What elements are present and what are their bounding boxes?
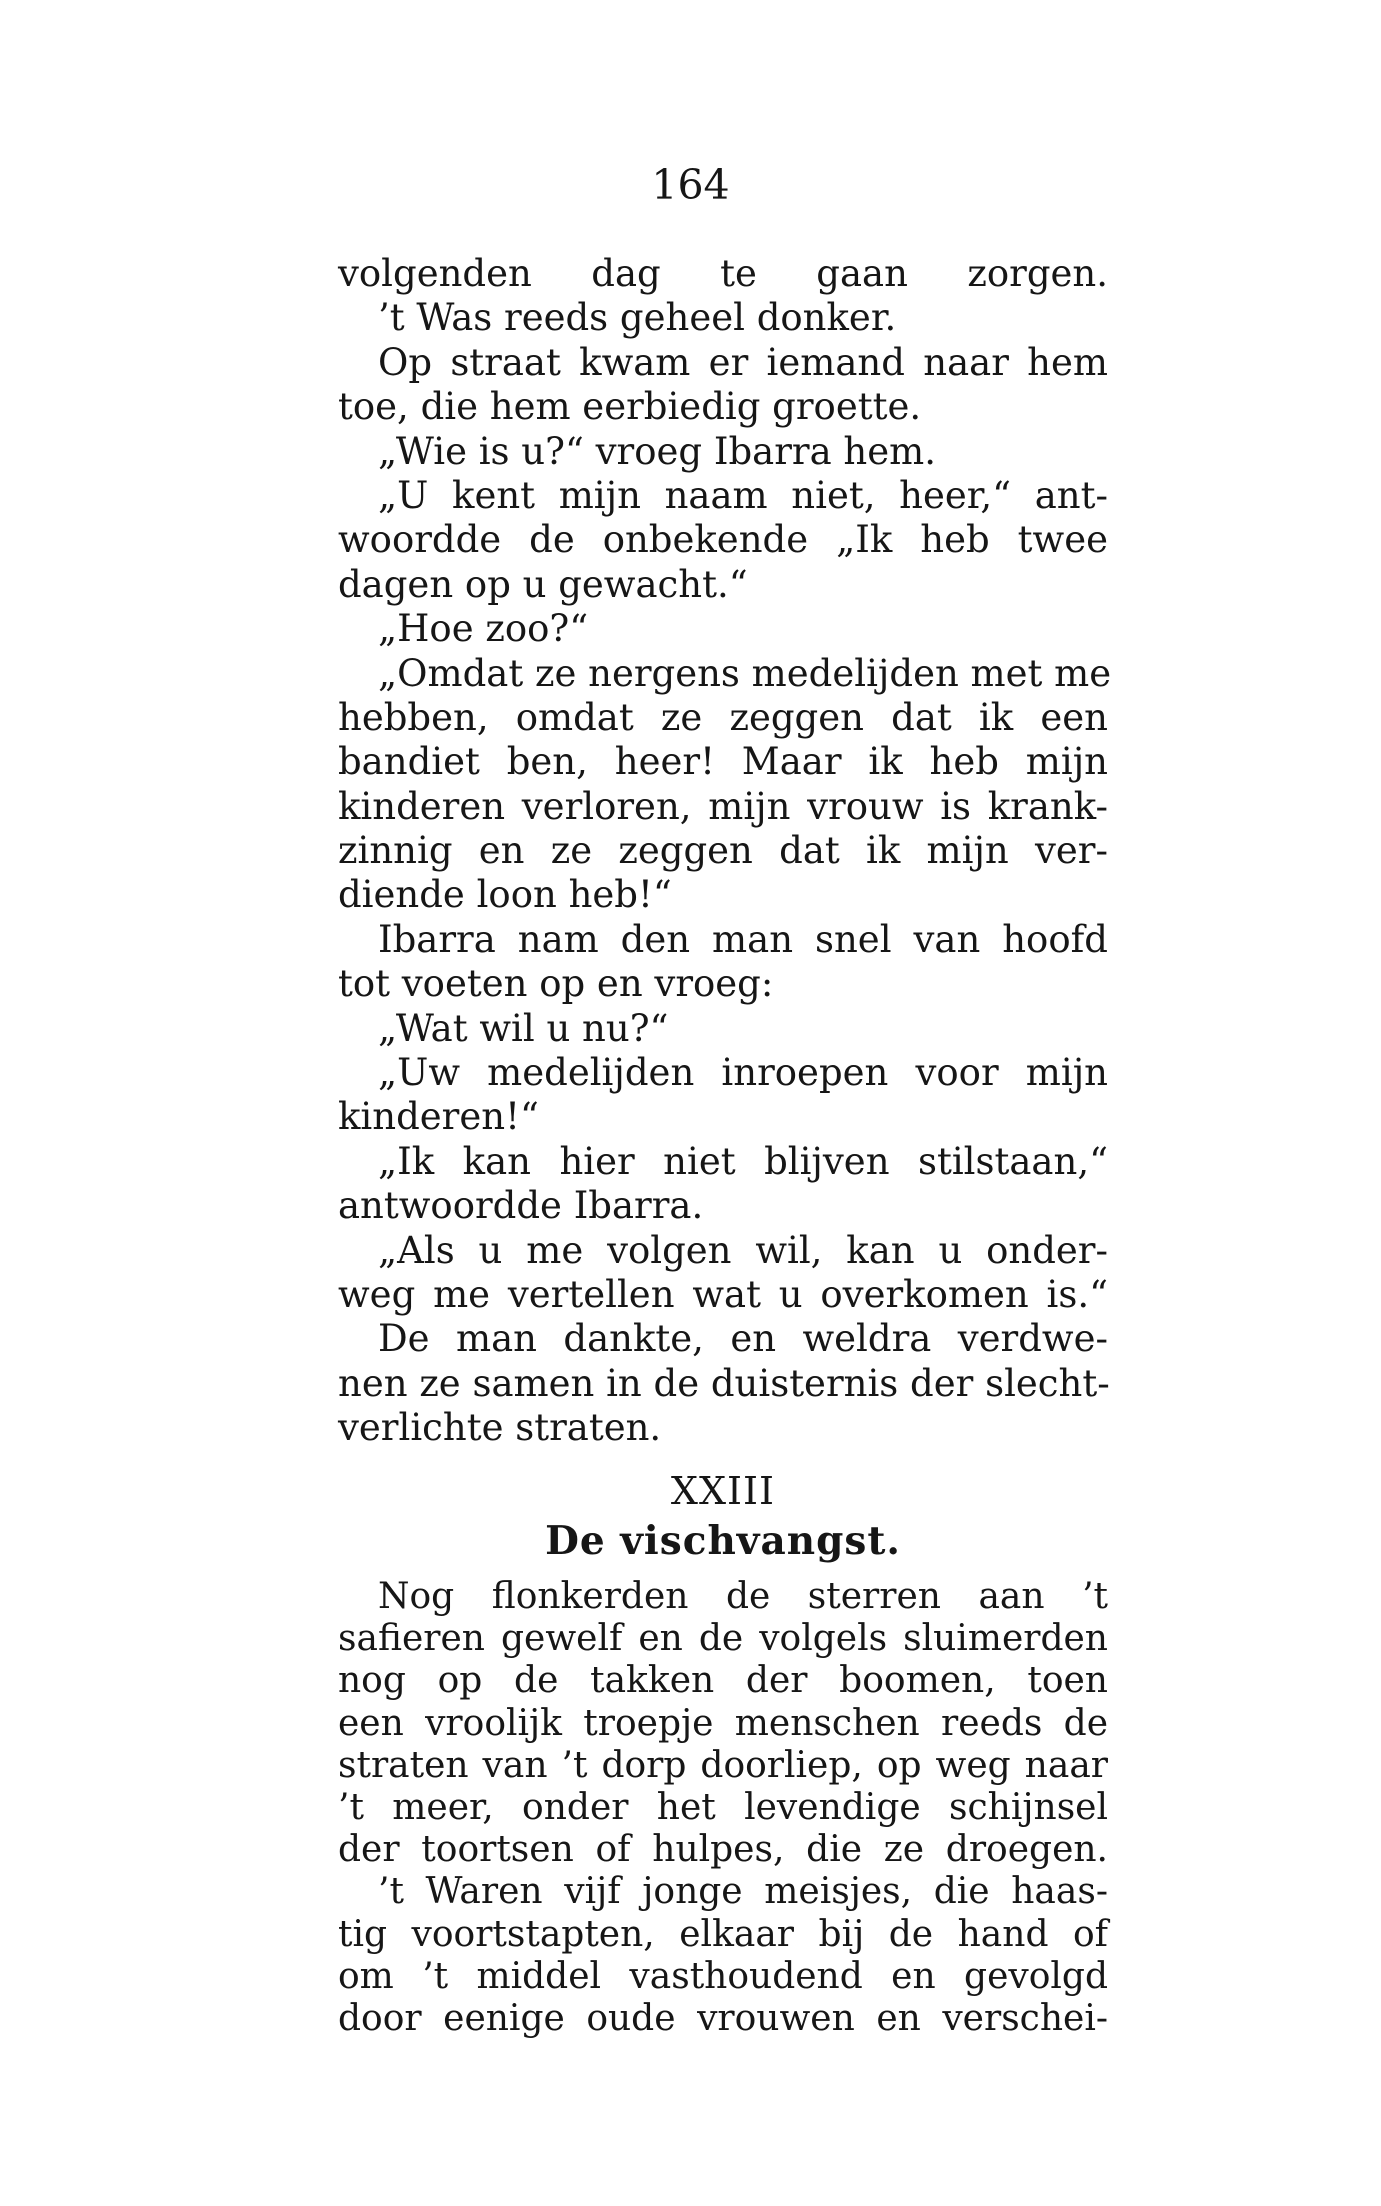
text-line: hebben, omdat ze zeggen dat ik een — [338, 695, 1108, 739]
text-line: antwoordde Ibarra. — [338, 1184, 704, 1228]
text-line: tig voortstapten, elkaar bij de hand of — [338, 1913, 1108, 1955]
text-line: nog op de takken der boomen, toen — [338, 1660, 1108, 1702]
text-line: dagen op u gewacht.“ — [338, 562, 748, 606]
text-line: een vroolijk troepje menschen reeds de — [338, 1702, 1108, 1744]
text-line: „Wat wil u nu?“ — [378, 1006, 669, 1050]
text-line: zinnig en ze zeggen dat ik mijn ver- — [338, 829, 1108, 873]
text-line: „U kent mijn naam niet, heer,“ ant- — [378, 473, 1108, 517]
text-line: volgenden dag te gaan zorgen. — [338, 252, 1108, 295]
text-line: „Hoe zoo?“ — [378, 607, 589, 651]
chapter-number: XXIII — [670, 1469, 776, 1513]
text-line: Nog flonkerden de sterren aan ’t — [378, 1576, 1108, 1617]
text-line: weg me vertellen wat u overkomen is.“ — [338, 1272, 1108, 1316]
text-line: „Ik kan hier niet blijven stilstaan,“ — [378, 1139, 1108, 1183]
text-line: ’t meer, onder het levendige schijnsel — [338, 1786, 1108, 1828]
text-line: safieren gewelf en de volgels sluimerden — [338, 1618, 1108, 1660]
text-line: straten van ’t dorp doorliep, op weg naar — [338, 1744, 1108, 1786]
text-block-chapter — [338, 1576, 1108, 2040]
text-line: verlichte straten. — [338, 1406, 662, 1450]
text-line: ’t Was reeds geheel donker. — [378, 296, 897, 340]
text-line: toe, die hem eerbiedig groette. — [338, 385, 922, 429]
text-line: „Omdat ze nergens medelijden met me — [378, 651, 1112, 695]
text-line: Op straat kwam er iemand naar hem — [378, 340, 1108, 384]
text-line: „Uw medelijden inroepen voor mijn — [378, 1051, 1108, 1095]
text-line: ’t Waren vijf jonge meisjes, die haas- — [378, 1871, 1108, 1913]
text-line: kinderen!“ — [338, 1095, 539, 1139]
text-line: tot voeten op en vroeg: — [338, 962, 774, 1006]
text-line: kinderen verloren, mijn vrouw is krank- — [338, 784, 1108, 828]
text-line: „Als u me volgen wil, kan u onder- — [378, 1228, 1108, 1272]
page-number: 164 — [651, 161, 730, 209]
text-line: diende loon heb!“ — [338, 873, 672, 917]
text-line: woordde de onbekende „Ik heb twee — [338, 518, 1108, 562]
text-line: nen ze samen in de duisternis der slecht- — [338, 1361, 1110, 1405]
text-line: door eenige oude vrouwen en verschei- — [338, 1997, 1108, 2039]
text-line: om ’t middel vasthoudend en gevolgd — [338, 1955, 1108, 1997]
text-line: Ibarra nam den man snel van hoofd — [378, 917, 1108, 961]
chapter-title: De vischvangst. — [545, 1518, 901, 1564]
text-line: „Wie is u?“ vroeg Ibarra hem. — [378, 429, 936, 473]
text-block-top — [338, 252, 1112, 1451]
text-line: De man dankte, en weldra verdwe- — [378, 1317, 1108, 1361]
text-line: bandiet ben, heer! Maar ik heb mijn — [338, 740, 1108, 784]
text-line: der toortsen of hulpes, die ze droegen. — [338, 1829, 1108, 1871]
